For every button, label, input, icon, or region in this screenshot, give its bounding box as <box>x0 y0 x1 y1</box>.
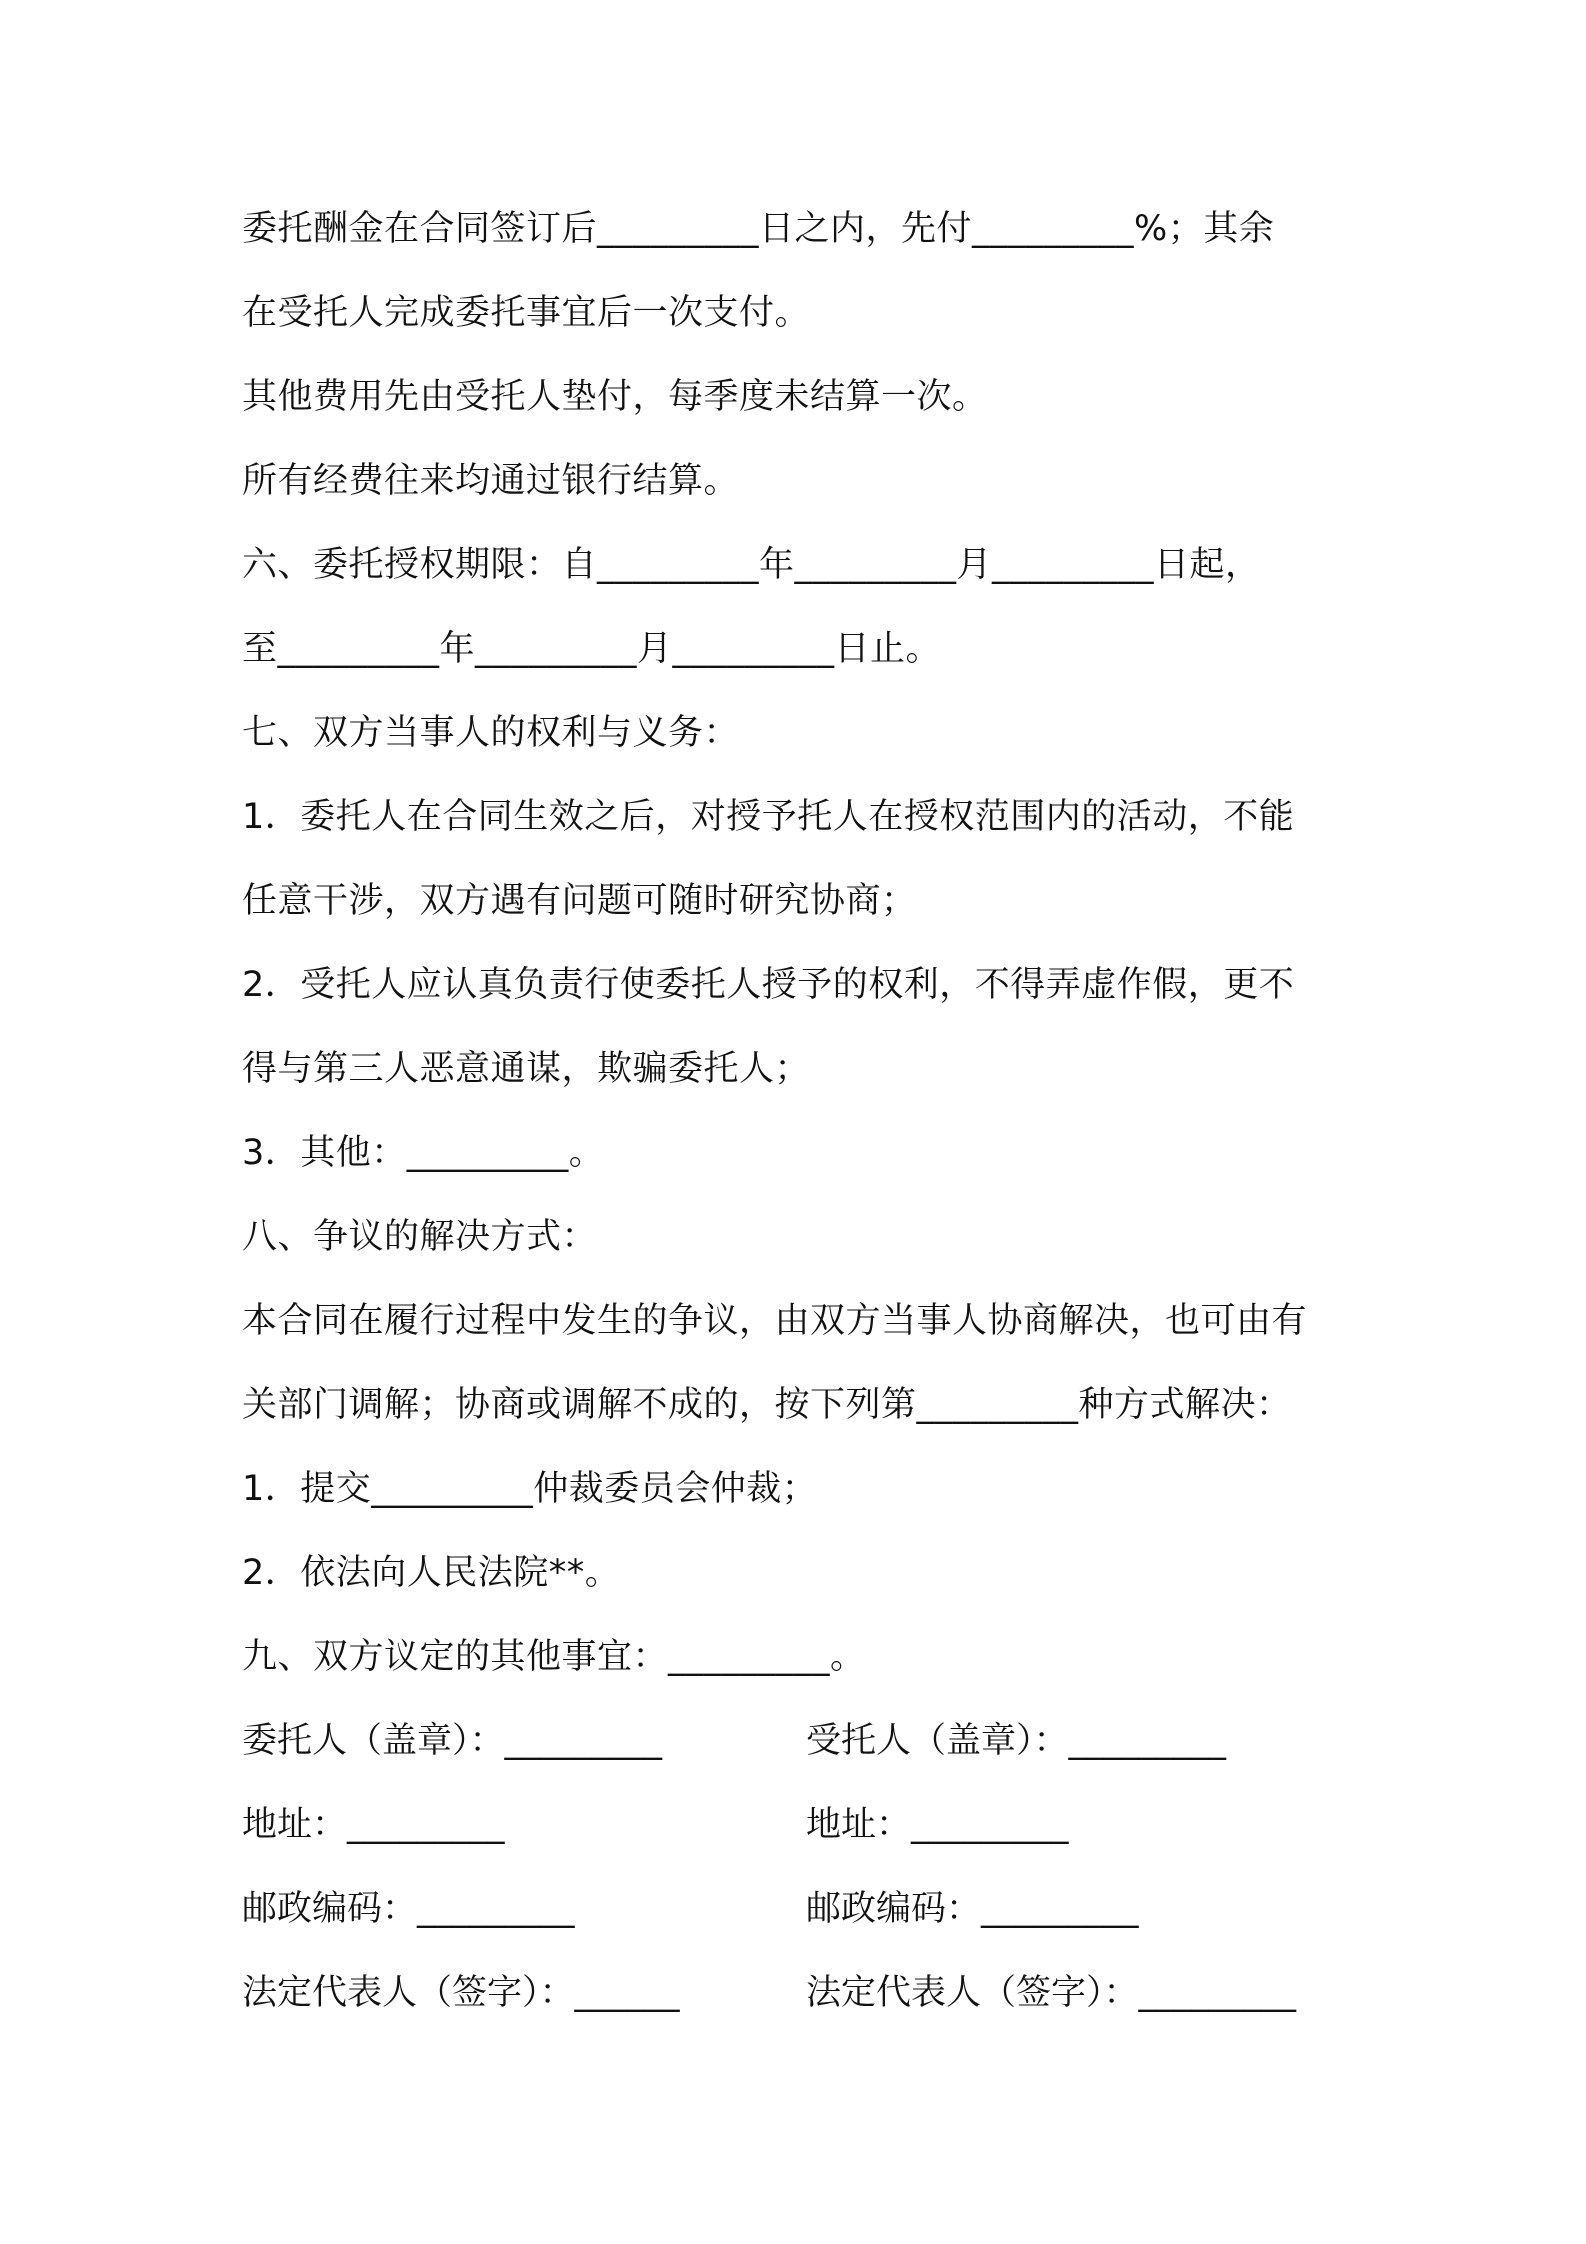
signature-row-postcode <box>242 1885 1362 1933</box>
section-6-heading: 六、委托授权期限：自_________年_________月_________日起， <box>242 545 1261 585</box>
section-8-body-line-2: 关部门调解；协商或调解不成的，按下列第_________种方式解决： <box>242 1385 1292 1425</box>
agent-seal-field: 受托人（盖章）：_________ <box>806 1721 1227 1761</box>
section-7-heading: 七、双方当事人的权利与义务： <box>242 713 740 753</box>
principal-legal-rep-field: 法定代表人（签字）：______ <box>242 1973 680 2013</box>
section-7-item-2-line-2: 得与第三人恶意通谋，欺骗委托人； <box>242 1049 811 1089</box>
section-7-item-2-line-1: 2．受托人应认真负责行使委托人授予的权利，不得弄虚作假，更不 <box>242 965 1295 1005</box>
section-7-item-1-line-1: 1．委托人在合同生效之后，对授予托人在授权范围内的活动，不能 <box>242 797 1295 837</box>
section-8-heading: 八、争议的解决方式： <box>242 1217 598 1257</box>
principal-postcode-field: 邮政编码：_________ <box>242 1889 575 1929</box>
section-8-option-2: 2．依法向人民法院**。 <box>242 1553 621 1593</box>
section-6-end-date: 至_________年_________月_________日止。 <box>242 629 942 669</box>
section-7-item-3: 3．其他：_________。 <box>242 1133 605 1173</box>
other-expenses-line: 其他费用先由受托人垫付，每季度未结算一次。 <box>242 377 988 417</box>
agent-legal-rep-field: 法定代表人（签字）：_________ <box>806 1973 1297 2013</box>
bank-settlement-line: 所有经费往来均通过银行结算。 <box>242 461 740 501</box>
section-7-item-1-line-2: 任意干涉，双方遇有问题可随时研究协商； <box>242 881 917 921</box>
section-8-option-1: 1．提交_________仲裁委员会仲裁； <box>242 1469 818 1509</box>
payment-terms-line-2: 在受托人完成委托事宜后一次支付。 <box>242 293 811 333</box>
section-8-body-line-1: 本合同在履行过程中发生的争议，由双方当事人协商解决，也可由有 <box>242 1301 1308 1341</box>
section-9-heading: 九、双方议定的其他事宜：_________。 <box>242 1637 866 1677</box>
agent-address-field: 地址：_________ <box>806 1805 1069 1845</box>
agent-postcode-field: 邮政编码：_________ <box>806 1889 1139 1929</box>
principal-address-field: 地址：_________ <box>242 1805 505 1845</box>
signature-row-legal-rep <box>242 1969 1362 2017</box>
signature-row-address <box>242 1801 1362 1849</box>
principal-seal-field: 委托人（盖章）：_________ <box>242 1721 663 1761</box>
signature-row-seal <box>242 1717 1362 1765</box>
payment-terms-line-1: 委托酬金在合同签订后_________日之内，先付_________%；其余 <box>242 209 1275 249</box>
